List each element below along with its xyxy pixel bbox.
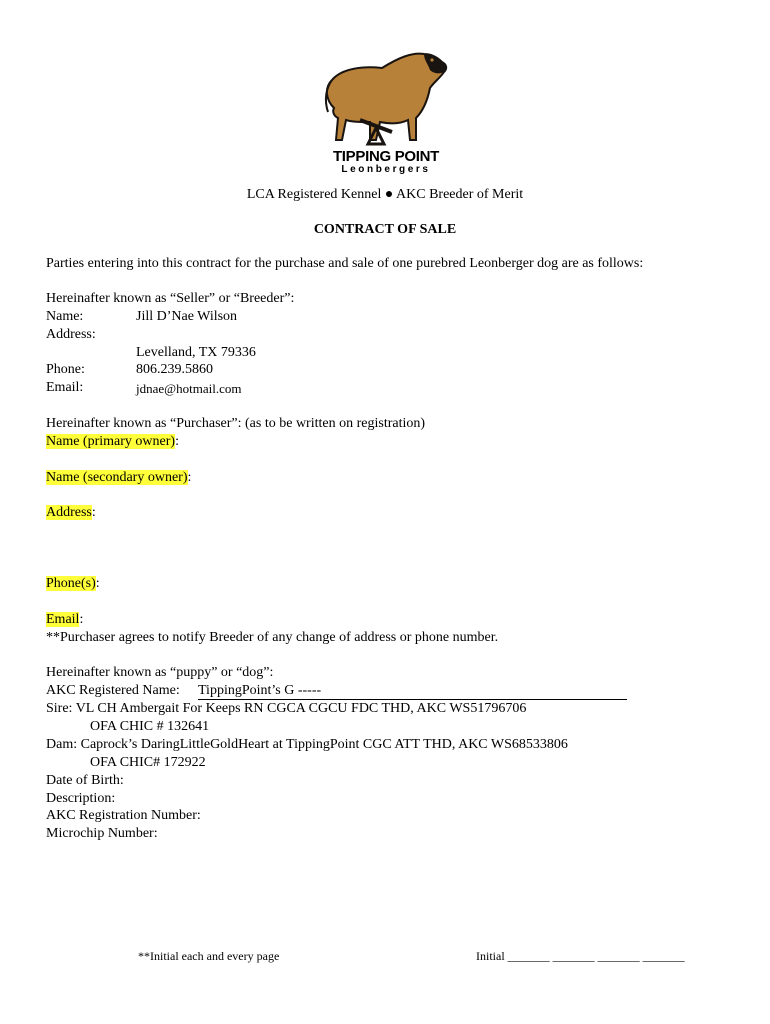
dam-ofa: OFA CHIC# 172922 xyxy=(90,755,206,770)
purchaser-email-field[interactable]: Email: xyxy=(46,612,84,627)
seller-heading: Hereinafter known as “Seller” or “Breeder”: xyxy=(46,291,295,306)
seller-name-value: Jill D’Nae Wilson xyxy=(136,309,238,324)
logo-subtitle: Leonbergers xyxy=(341,164,431,175)
seller-name-label: Name: xyxy=(46,309,84,324)
akc-name-label: AKC Registered Name: xyxy=(46,683,180,698)
dob-label: Date of Birth: xyxy=(46,773,124,788)
sire-line: Sire: VL CH Ambergait For Keeps RN CGCA CGCU FDC THD, AKC WS51796706 xyxy=(46,701,527,716)
seller-phone-value: 806.239.5860 xyxy=(136,362,213,377)
kennel-tagline: LCA Registered Kennel ● AKC Breeder of Merit xyxy=(246,187,524,202)
akc-name-field[interactable]: TippingPoint’s G ----- xyxy=(198,682,627,700)
seller-address-value: Levelland, TX 79336 xyxy=(136,345,256,360)
leonberger-dog-icon xyxy=(320,48,452,148)
purchaser-address-field[interactable]: Address: xyxy=(46,505,96,520)
purchaser-primary-field[interactable]: Name (primary owner): xyxy=(46,434,179,449)
microchip-label: Microchip Number: xyxy=(46,826,158,841)
seller-address-label: Address: xyxy=(46,327,96,342)
purchaser-heading: Hereinafter known as “Purchaser”: (as to be written on registration) xyxy=(46,416,426,431)
purchaser-email-label: Email xyxy=(46,612,80,627)
purchaser-secondary-field[interactable]: Name (secondary owner): xyxy=(46,470,192,485)
kennel-logo xyxy=(320,48,452,178)
seller-email-value: jdnae@hotmail.com xyxy=(136,381,242,396)
sire-ofa: OFA CHIC # 132641 xyxy=(90,719,210,734)
seller-email-label: Email: xyxy=(46,380,84,395)
purchaser-phone-label: Phone(s) xyxy=(46,576,96,591)
seller-phone-label: Phone: xyxy=(46,362,85,377)
purchaser-secondary-label: Name (secondary owner) xyxy=(46,470,188,485)
description-label: Description: xyxy=(46,791,116,806)
purchaser-primary-label: Name (primary owner) xyxy=(46,434,176,449)
dam-line: Dam: Caprock’s DaringLittleGoldHeart at TippingPoint CGC ATT THD, AKC WS68533806 xyxy=(46,737,568,752)
purchaser-notice: **Purchaser agrees to notify Breeder of any change of address or phone number. xyxy=(46,630,499,645)
contract-title: CONTRACT OF SALE xyxy=(313,222,457,237)
intro-paragraph: Parties entering into this contract for the purchase and sale of one purebred Leonberger dog are as follows: xyxy=(46,256,644,271)
initial-note: **Initial each and every page xyxy=(138,949,280,963)
logo-title: TIPPING POINT xyxy=(332,148,440,165)
initial-blanks[interactable]: Initial _______ _______ _______ _______ xyxy=(476,949,685,963)
akc-name-row xyxy=(46,682,322,699)
akc-registration-label: AKC Registration Number: xyxy=(46,808,201,823)
puppy-heading: Hereinafter known as “puppy” or “dog”: xyxy=(46,665,274,680)
purchaser-phone-field[interactable]: Phone(s): xyxy=(46,576,100,591)
purchaser-address-label: Address xyxy=(46,505,92,520)
